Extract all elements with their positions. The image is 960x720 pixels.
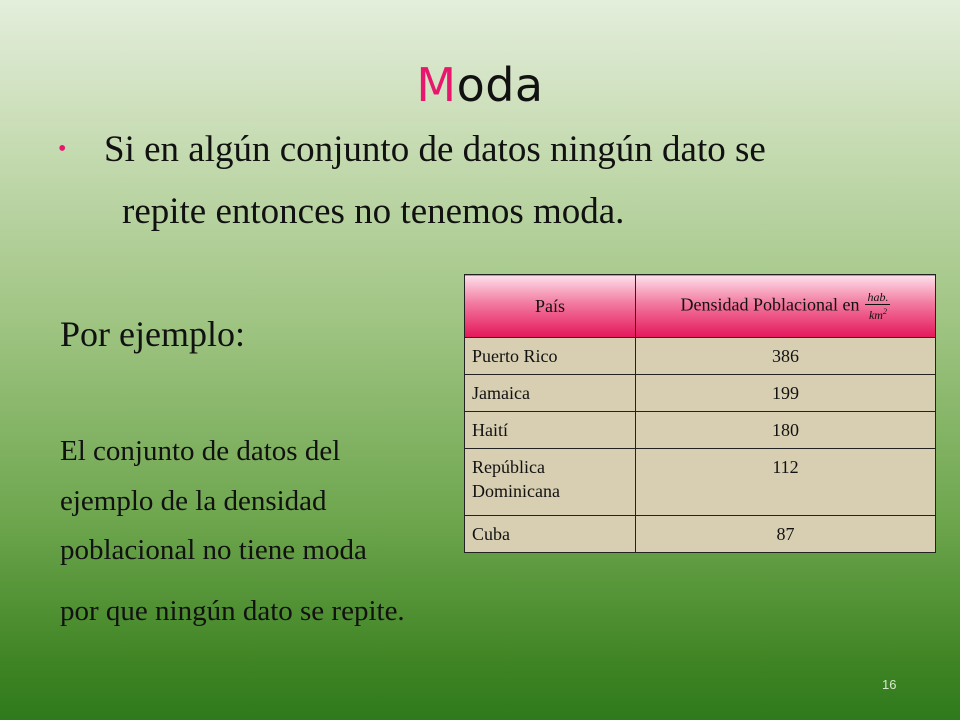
example-label: Por ejemplo:: [60, 314, 245, 354]
header-country: País: [465, 275, 636, 338]
value-cell: 112: [636, 449, 936, 516]
header-density-label: Densidad Poblacional en: [680, 294, 860, 315]
bullet-marker: •: [58, 136, 67, 162]
body-line-4: por que ningún dato se repite.: [60, 595, 405, 627]
country-cell: República Dominicana: [465, 449, 636, 516]
body-line-3: poblacional no tiene moda: [60, 534, 367, 566]
title-rest: oda: [456, 58, 544, 112]
body-line-1: El conjunto de datos del: [60, 435, 341, 467]
table-header-row: [465, 275, 936, 338]
value-cell: 199: [636, 375, 936, 412]
table-row: [465, 338, 936, 375]
value-cell: 180: [636, 412, 936, 449]
slide-title: [0, 58, 960, 112]
header-density: [636, 275, 936, 338]
title-first-letter: M: [416, 58, 457, 112]
table-row: [465, 375, 936, 412]
country-cell: Puerto Rico: [465, 338, 636, 375]
country-cell: Cuba: [465, 516, 636, 553]
value-cell: 386: [636, 338, 936, 375]
value-cell: 87: [636, 516, 936, 553]
bullet-text-line-2: repite entonces no tenemos moda.: [122, 191, 625, 232]
unit-exponent: 2: [882, 306, 887, 316]
unit-denominator: [865, 305, 890, 322]
bullet-text-line-1: Si en algún conjunto de datos ningún dato se: [104, 129, 766, 170]
density-unit-fraction: [865, 291, 890, 322]
unit-denominator-base: km: [868, 307, 883, 322]
country-cell: Haití: [465, 412, 636, 449]
table-row: [465, 449, 936, 516]
table-row: [465, 412, 936, 449]
slide-number: 16: [882, 677, 897, 692]
unit-numerator: hab.: [867, 289, 889, 304]
density-table: [464, 274, 936, 553]
table-row: [465, 516, 936, 553]
body-line-2: ejemplo de la densidad: [60, 485, 327, 517]
country-cell: Jamaica: [465, 375, 636, 412]
